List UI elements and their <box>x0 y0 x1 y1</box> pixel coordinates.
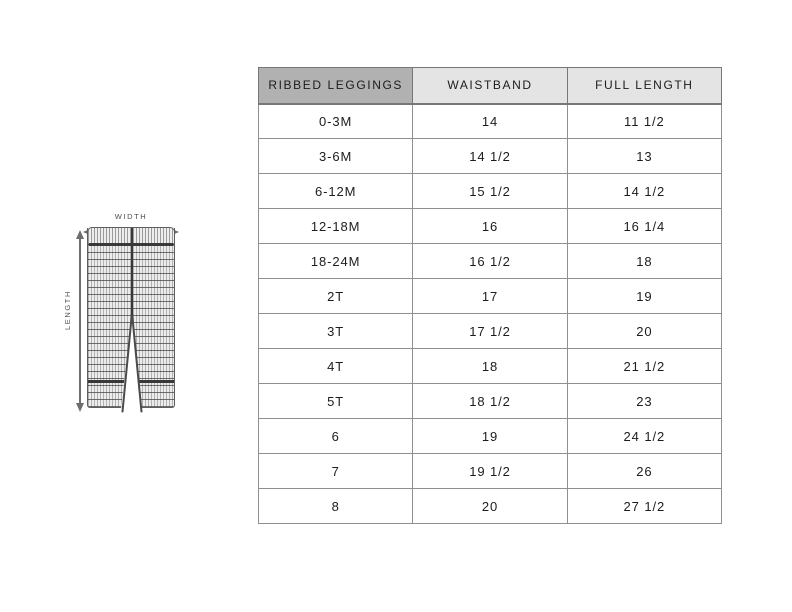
table-row <box>259 104 722 139</box>
table-row <box>259 454 722 489</box>
full-length-cell: 24 1/2 <box>567 419 721 454</box>
waistband-cell: 20 <box>413 489 567 524</box>
waistband-cell: 18 1/2 <box>413 384 567 419</box>
leggings-illustration <box>0 0 250 450</box>
full-length-cell: 20 <box>567 314 721 349</box>
size-chart-table <box>258 67 722 524</box>
length-arrow <box>79 238 81 404</box>
full-length-cell: 21 1/2 <box>567 349 721 384</box>
table-header-row <box>259 68 722 104</box>
size-cell: 12-18M <box>259 209 413 244</box>
size-cell: 6-12M <box>259 174 413 209</box>
size-cell: 6 <box>259 419 413 454</box>
waistband-cell: 18 <box>413 349 567 384</box>
full-length-cell: 13 <box>567 139 721 174</box>
width-dimension-label: WIDTH <box>114 212 148 221</box>
table-row <box>259 209 722 244</box>
waistband-cell: 14 1/2 <box>413 139 567 174</box>
waistband-cell: 16 1/2 <box>413 244 567 279</box>
table-header-waistband: WAISTBAND <box>413 68 567 104</box>
table-row <box>259 139 722 174</box>
size-cell: 4T <box>259 349 413 384</box>
full-length-cell: 19 <box>567 279 721 314</box>
full-length-cell: 11 1/2 <box>567 104 721 139</box>
table-row <box>259 384 722 419</box>
full-length-cell: 26 <box>567 454 721 489</box>
waistband-cell: 19 <box>413 419 567 454</box>
length-dimension-label: LENGTH <box>63 289 72 331</box>
table-row <box>259 244 722 279</box>
full-length-cell: 23 <box>567 384 721 419</box>
table-row <box>259 314 722 349</box>
leggings-graphic <box>87 228 175 408</box>
arrow-up-head-icon <box>76 230 84 239</box>
waistband-cell: 19 1/2 <box>413 454 567 489</box>
waistband-cell: 15 1/2 <box>413 174 567 209</box>
size-cell: 5T <box>259 384 413 419</box>
size-cell: 8 <box>259 489 413 524</box>
size-cell: 2T <box>259 279 413 314</box>
arrow-down-head-icon <box>76 403 84 412</box>
table-row <box>259 489 722 524</box>
size-cell: 3T <box>259 314 413 349</box>
waistband-cell: 16 <box>413 209 567 244</box>
size-cell: 18-24M <box>259 244 413 279</box>
table-row <box>259 279 722 314</box>
size-cell: 0-3M <box>259 104 413 139</box>
center-seam <box>131 228 133 315</box>
size-cell: 3-6M <box>259 139 413 174</box>
table-row <box>259 349 722 384</box>
table-header-full-length: FULL LENGTH <box>567 68 721 104</box>
full-length-cell: 14 1/2 <box>567 174 721 209</box>
table-row <box>259 174 722 209</box>
waistband-cell: 17 1/2 <box>413 314 567 349</box>
full-length-cell: 18 <box>567 244 721 279</box>
size-cell: 7 <box>259 454 413 489</box>
full-length-cell: 16 1/4 <box>567 209 721 244</box>
waistband-cell: 17 <box>413 279 567 314</box>
full-length-cell: 27 1/2 <box>567 489 721 524</box>
table-header-product: RIBBED LEGGINGS <box>259 68 413 104</box>
waistband-cell: 14 <box>413 104 567 139</box>
table-row <box>259 419 722 454</box>
